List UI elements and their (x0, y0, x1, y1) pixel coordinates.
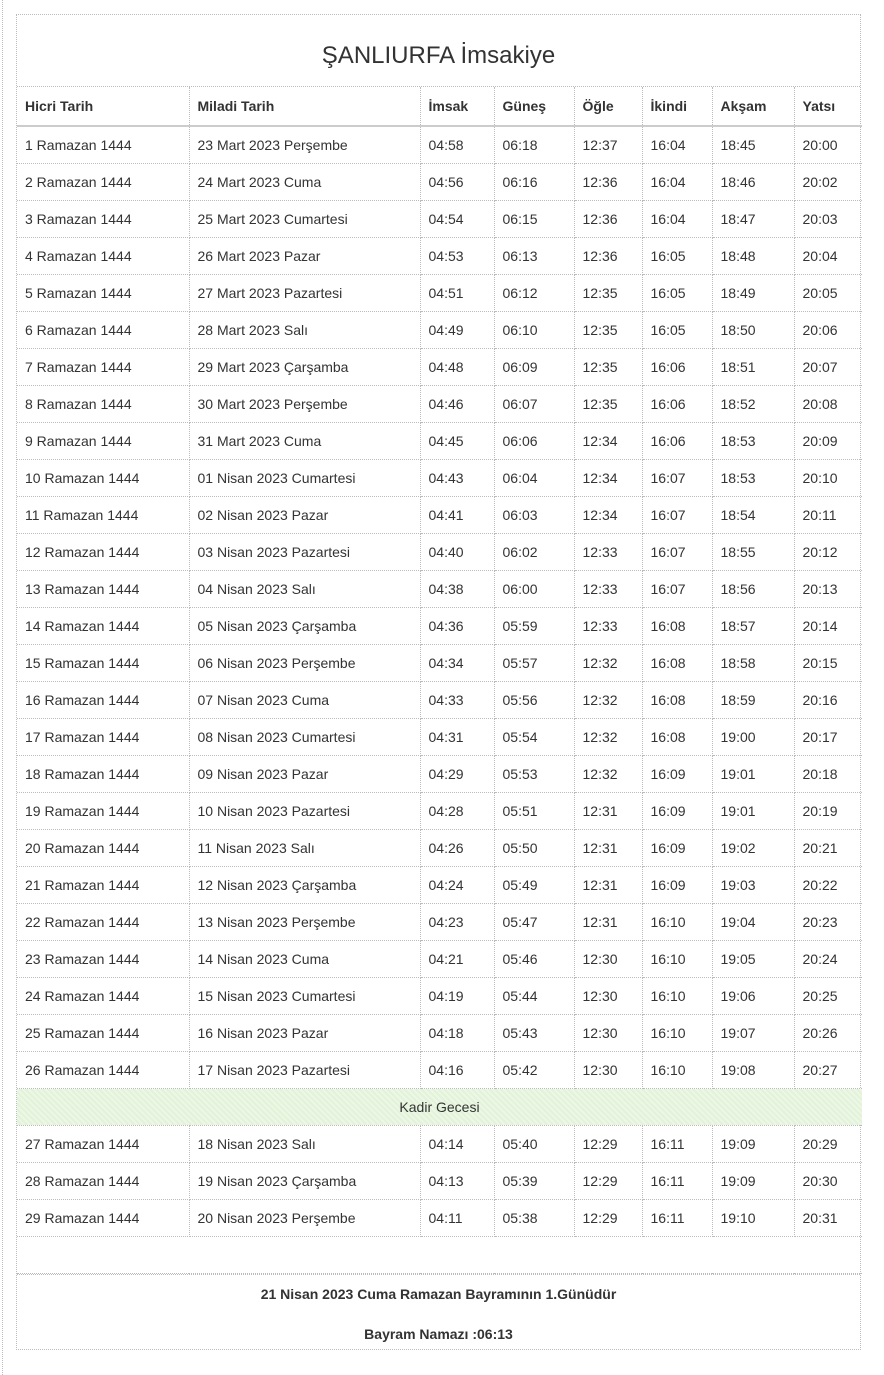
cell-ogle: 12:34 (574, 496, 642, 533)
cell-gunes: 06:13 (494, 237, 574, 274)
table-row (17, 163, 862, 200)
cell-hicri-tarih: 16 Ramazan 1444 (17, 681, 189, 718)
cell-imsak: 04:34 (420, 644, 494, 681)
column-header-ikindi: İkindi (642, 87, 712, 126)
cell-hicri-tarih: 11 Ramazan 1444 (17, 496, 189, 533)
cell-miladi-tarih: 20 Nisan 2023 Perşembe (189, 1199, 420, 1236)
cell-gunes: 05:57 (494, 644, 574, 681)
cell-ikindi: 16:11 (642, 1199, 712, 1236)
cell-imsak: 04:38 (420, 570, 494, 607)
cell-yatsi: 20:15 (794, 644, 862, 681)
cell-yatsi: 20:11 (794, 496, 862, 533)
table-row (17, 1199, 862, 1236)
table-body (17, 126, 862, 1236)
cell-imsak: 04:31 (420, 718, 494, 755)
cell-aksam: 18:45 (712, 126, 794, 163)
cell-imsak: 04:11 (420, 1199, 494, 1236)
table-row (17, 903, 862, 940)
cell-miladi-tarih: 08 Nisan 2023 Cumartesi (189, 718, 420, 755)
column-header-hicri-tarih: Hicri Tarih (17, 87, 189, 126)
cell-ogle: 12:30 (574, 1014, 642, 1051)
cell-aksam: 19:01 (712, 755, 794, 792)
cell-yatsi: 20:23 (794, 903, 862, 940)
table-row (17, 718, 862, 755)
cell-hicri-tarih: 4 Ramazan 1444 (17, 237, 189, 274)
cell-yatsi: 20:29 (794, 1125, 862, 1162)
cell-hicri-tarih: 19 Ramazan 1444 (17, 792, 189, 829)
table-row (17, 1162, 862, 1199)
cell-aksam: 19:08 (712, 1051, 794, 1088)
page-title: ŞANLIURFA İmsakiye (17, 15, 860, 87)
cell-imsak: 04:21 (420, 940, 494, 977)
cell-ikindi: 16:10 (642, 940, 712, 977)
cell-aksam: 19:07 (712, 1014, 794, 1051)
cell-aksam: 19:02 (712, 829, 794, 866)
cell-gunes: 05:49 (494, 866, 574, 903)
imsakiye-table (17, 87, 862, 1274)
cell-gunes: 06:07 (494, 385, 574, 422)
cell-yatsi: 20:06 (794, 311, 862, 348)
column-header-miladi-tarih: Miladi Tarih (189, 87, 420, 126)
cell-hicri-tarih: 18 Ramazan 1444 (17, 755, 189, 792)
cell-ogle: 12:30 (574, 1051, 642, 1088)
cell-miladi-tarih: 04 Nisan 2023 Salı (189, 570, 420, 607)
cell-ikindi: 16:07 (642, 533, 712, 570)
cell-aksam: 18:46 (712, 163, 794, 200)
cell-miladi-tarih: 11 Nisan 2023 Salı (189, 829, 420, 866)
cell-ogle: 12:33 (574, 607, 642, 644)
cell-gunes: 06:16 (494, 163, 574, 200)
cell-miladi-tarih: 28 Mart 2023 Salı (189, 311, 420, 348)
table-row (17, 422, 862, 459)
cell-imsak: 04:26 (420, 829, 494, 866)
cell-yatsi: 20:09 (794, 422, 862, 459)
bayram-info (17, 1274, 860, 1343)
bayram-date-text: 21 Nisan 2023 Cuma Ramazan Bayramının 1.Günüdür (260, 1285, 617, 1302)
cell-aksam: 19:01 (712, 792, 794, 829)
cell-gunes: 06:15 (494, 200, 574, 237)
cell-aksam: 19:10 (712, 1199, 794, 1236)
bayram-prayer-time-text: Bayram Namazı :06:13 (364, 1325, 513, 1342)
cell-gunes: 05:43 (494, 1014, 574, 1051)
table-row (17, 274, 862, 311)
cell-yatsi: 20:25 (794, 977, 862, 1014)
cell-ogle: 12:32 (574, 644, 642, 681)
cell-ikindi: 16:09 (642, 755, 712, 792)
cell-yatsi: 20:14 (794, 607, 862, 644)
cell-ogle: 12:36 (574, 237, 642, 274)
cell-ikindi: 16:11 (642, 1125, 712, 1162)
cell-gunes: 05:59 (494, 607, 574, 644)
cell-hicri-tarih: 2 Ramazan 1444 (17, 163, 189, 200)
cell-ikindi: 16:06 (642, 422, 712, 459)
cell-aksam: 19:06 (712, 977, 794, 1014)
imsakiye-panel (16, 14, 861, 1350)
cell-ogle: 12:33 (574, 533, 642, 570)
cell-yatsi: 20:18 (794, 755, 862, 792)
cell-imsak: 04:16 (420, 1051, 494, 1088)
cell-miladi-tarih: 01 Nisan 2023 Cumartesi (189, 459, 420, 496)
cell-yatsi: 20:27 (794, 1051, 862, 1088)
cell-imsak: 04:23 (420, 903, 494, 940)
cell-gunes: 06:10 (494, 311, 574, 348)
special-day-row (17, 1088, 862, 1125)
column-header-gunes: Güneş (494, 87, 574, 126)
cell-ogle: 12:36 (574, 200, 642, 237)
cell-miladi-tarih: 05 Nisan 2023 Çarşamba (189, 607, 420, 644)
table-row (17, 829, 862, 866)
cell-ikindi: 16:08 (642, 644, 712, 681)
cell-hicri-tarih: 27 Ramazan 1444 (17, 1125, 189, 1162)
table-row (17, 866, 862, 903)
cell-hicri-tarih: 15 Ramazan 1444 (17, 644, 189, 681)
cell-ikindi: 16:10 (642, 1014, 712, 1051)
cell-gunes: 05:39 (494, 1162, 574, 1199)
cell-yatsi: 20:17 (794, 718, 862, 755)
cell-hicri-tarih: 3 Ramazan 1444 (17, 200, 189, 237)
cell-miladi-tarih: 13 Nisan 2023 Perşembe (189, 903, 420, 940)
table-row (17, 977, 862, 1014)
cell-gunes: 06:12 (494, 274, 574, 311)
cell-ikindi: 16:04 (642, 163, 712, 200)
cell-miladi-tarih: 27 Mart 2023 Pazartesi (189, 274, 420, 311)
cell-hicri-tarih: 13 Ramazan 1444 (17, 570, 189, 607)
cell-hicri-tarih: 25 Ramazan 1444 (17, 1014, 189, 1051)
cell-imsak: 04:48 (420, 348, 494, 385)
table-header-row (17, 87, 862, 126)
cell-gunes: 05:38 (494, 1199, 574, 1236)
cell-hicri-tarih: 24 Ramazan 1444 (17, 977, 189, 1014)
cell-ikindi: 16:07 (642, 570, 712, 607)
table-row (17, 237, 862, 274)
cell-ikindi: 16:08 (642, 681, 712, 718)
cell-ogle: 12:30 (574, 977, 642, 1014)
cell-aksam: 19:04 (712, 903, 794, 940)
cell-yatsi: 20:08 (794, 385, 862, 422)
cell-gunes: 05:51 (494, 792, 574, 829)
table-row (17, 200, 862, 237)
cell-yatsi: 20:07 (794, 348, 862, 385)
cell-aksam: 18:51 (712, 348, 794, 385)
cell-imsak: 04:19 (420, 977, 494, 1014)
cell-aksam: 19:03 (712, 866, 794, 903)
cell-ogle: 12:29 (574, 1162, 642, 1199)
cell-ogle: 12:35 (574, 385, 642, 422)
cell-yatsi: 20:16 (794, 681, 862, 718)
table-row (17, 459, 862, 496)
cell-imsak: 04:24 (420, 866, 494, 903)
cell-miladi-tarih: 25 Mart 2023 Cumartesi (189, 200, 420, 237)
cell-miladi-tarih: 26 Mart 2023 Pazar (189, 237, 420, 274)
table-row (17, 755, 862, 792)
cell-ogle: 12:33 (574, 570, 642, 607)
empty-row (17, 1236, 862, 1273)
cell-imsak: 04:58 (420, 126, 494, 163)
cell-yatsi: 20:19 (794, 792, 862, 829)
cell-gunes: 06:09 (494, 348, 574, 385)
cell-miladi-tarih: 19 Nisan 2023 Çarşamba (189, 1162, 420, 1199)
cell-miladi-tarih: 14 Nisan 2023 Cuma (189, 940, 420, 977)
cell-imsak: 04:29 (420, 755, 494, 792)
cell-yatsi: 20:22 (794, 866, 862, 903)
cell-ikindi: 16:04 (642, 126, 712, 163)
cell-hicri-tarih: 1 Ramazan 1444 (17, 126, 189, 163)
table-row (17, 570, 862, 607)
table-row (17, 1014, 862, 1051)
cell-gunes: 06:02 (494, 533, 574, 570)
cell-ogle: 12:31 (574, 829, 642, 866)
cell-miladi-tarih: 02 Nisan 2023 Pazar (189, 496, 420, 533)
cell-ogle: 12:35 (574, 274, 642, 311)
cell-aksam: 19:09 (712, 1125, 794, 1162)
cell-miladi-tarih: 31 Mart 2023 Cuma (189, 422, 420, 459)
cell-miladi-tarih: 30 Mart 2023 Perşembe (189, 385, 420, 422)
cell-gunes: 06:06 (494, 422, 574, 459)
cell-imsak: 04:54 (420, 200, 494, 237)
cell-ikindi: 16:06 (642, 348, 712, 385)
cell-hicri-tarih: 9 Ramazan 1444 (17, 422, 189, 459)
cell-yatsi: 20:30 (794, 1162, 862, 1199)
cell-ogle: 12:35 (574, 311, 642, 348)
cell-ikindi: 16:08 (642, 607, 712, 644)
cell-gunes: 06:03 (494, 496, 574, 533)
cell-imsak: 04:18 (420, 1014, 494, 1051)
column-header-ogle: Öğle (574, 87, 642, 126)
cell-aksam: 18:49 (712, 274, 794, 311)
cell-aksam: 19:05 (712, 940, 794, 977)
cell-ogle: 12:31 (574, 866, 642, 903)
cell-aksam: 18:50 (712, 311, 794, 348)
cell-miladi-tarih: 06 Nisan 2023 Perşembe (189, 644, 420, 681)
cell-miladi-tarih: 09 Nisan 2023 Pazar (189, 755, 420, 792)
cell-aksam: 19:09 (712, 1162, 794, 1199)
cell-yatsi: 20:13 (794, 570, 862, 607)
cell-aksam: 18:59 (712, 681, 794, 718)
table-row (17, 940, 862, 977)
cell-ikindi: 16:10 (642, 903, 712, 940)
cell-ogle: 12:31 (574, 792, 642, 829)
table-row (17, 311, 862, 348)
column-header-yatsi: Yatsı (794, 87, 862, 126)
cell-imsak: 04:56 (420, 163, 494, 200)
special-day-label: Kadir Gecesi (17, 1088, 862, 1125)
cell-ikindi: 16:11 (642, 1162, 712, 1199)
cell-ogle: 12:32 (574, 718, 642, 755)
cell-aksam: 18:54 (712, 496, 794, 533)
cell-ikindi: 16:05 (642, 311, 712, 348)
cell-imsak: 04:40 (420, 533, 494, 570)
cell-hicri-tarih: 10 Ramazan 1444 (17, 459, 189, 496)
cell-imsak: 04:28 (420, 792, 494, 829)
cell-miladi-tarih: 03 Nisan 2023 Pazartesi (189, 533, 420, 570)
cell-miladi-tarih: 07 Nisan 2023 Cuma (189, 681, 420, 718)
cell-hicri-tarih: 29 Ramazan 1444 (17, 1199, 189, 1236)
cell-miladi-tarih: 10 Nisan 2023 Pazartesi (189, 792, 420, 829)
cell-ikindi: 16:07 (642, 459, 712, 496)
cell-imsak: 04:49 (420, 311, 494, 348)
column-header-aksam: Akşam (712, 87, 794, 126)
cell-ikindi: 16:05 (642, 237, 712, 274)
cell-miladi-tarih: 17 Nisan 2023 Pazartesi (189, 1051, 420, 1088)
cell-hicri-tarih: 14 Ramazan 1444 (17, 607, 189, 644)
cell-imsak: 04:41 (420, 496, 494, 533)
cell-ogle: 12:29 (574, 1125, 642, 1162)
cell-ogle: 12:37 (574, 126, 642, 163)
cell-ogle: 12:30 (574, 940, 642, 977)
cell-yatsi: 20:02 (794, 163, 862, 200)
cell-ogle: 12:34 (574, 459, 642, 496)
cell-yatsi: 20:03 (794, 200, 862, 237)
cell-ogle: 12:29 (574, 1199, 642, 1236)
cell-gunes: 05:56 (494, 681, 574, 718)
cell-imsak: 04:51 (420, 274, 494, 311)
table-row (17, 533, 862, 570)
cell-gunes: 05:50 (494, 829, 574, 866)
cell-gunes: 05:44 (494, 977, 574, 1014)
column-header-imsak: İmsak (420, 87, 494, 126)
cell-gunes: 05:42 (494, 1051, 574, 1088)
cell-ikindi: 16:04 (642, 200, 712, 237)
cell-imsak: 04:53 (420, 237, 494, 274)
cell-aksam: 18:47 (712, 200, 794, 237)
cell-aksam: 18:55 (712, 533, 794, 570)
cell-yatsi: 20:21 (794, 829, 862, 866)
cell-gunes: 05:54 (494, 718, 574, 755)
cell-miladi-tarih: 12 Nisan 2023 Çarşamba (189, 866, 420, 903)
cell-aksam: 18:57 (712, 607, 794, 644)
cell-hicri-tarih: 6 Ramazan 1444 (17, 311, 189, 348)
cell-imsak: 04:43 (420, 459, 494, 496)
cell-gunes: 06:18 (494, 126, 574, 163)
table-row (17, 607, 862, 644)
cell-hicri-tarih: 17 Ramazan 1444 (17, 718, 189, 755)
cell-ogle: 12:34 (574, 422, 642, 459)
cell-imsak: 04:13 (420, 1162, 494, 1199)
cell-miladi-tarih: 18 Nisan 2023 Salı (189, 1125, 420, 1162)
table-row (17, 681, 862, 718)
cell-ikindi: 16:07 (642, 496, 712, 533)
cell-yatsi: 20:04 (794, 237, 862, 274)
cell-imsak: 04:14 (420, 1125, 494, 1162)
cell-gunes: 06:04 (494, 459, 574, 496)
cell-imsak: 04:33 (420, 681, 494, 718)
cell-imsak: 04:36 (420, 607, 494, 644)
cell-yatsi: 20:10 (794, 459, 862, 496)
cell-ikindi: 16:10 (642, 1051, 712, 1088)
cell-hicri-tarih: 23 Ramazan 1444 (17, 940, 189, 977)
table-row (17, 792, 862, 829)
cell-ogle: 12:32 (574, 755, 642, 792)
cell-yatsi: 20:00 (794, 126, 862, 163)
cell-ikindi: 16:08 (642, 718, 712, 755)
cell-hicri-tarih: 12 Ramazan 1444 (17, 533, 189, 570)
cell-hicri-tarih: 8 Ramazan 1444 (17, 385, 189, 422)
cell-miladi-tarih: 16 Nisan 2023 Pazar (189, 1014, 420, 1051)
table-row (17, 348, 862, 385)
cell-ogle: 12:32 (574, 681, 642, 718)
cell-gunes: 05:53 (494, 755, 574, 792)
page-left-border (2, 0, 3, 1375)
cell-ikindi: 16:06 (642, 385, 712, 422)
cell-yatsi: 20:24 (794, 940, 862, 977)
cell-miladi-tarih: 29 Mart 2023 Çarşamba (189, 348, 420, 385)
cell-ikindi: 16:09 (642, 866, 712, 903)
cell-gunes: 06:00 (494, 570, 574, 607)
cell-aksam: 18:52 (712, 385, 794, 422)
cell-yatsi: 20:31 (794, 1199, 862, 1236)
empty-cell (17, 1236, 862, 1273)
cell-ikindi: 16:10 (642, 977, 712, 1014)
cell-ikindi: 16:09 (642, 829, 712, 866)
table-row (17, 1125, 862, 1162)
table-row (17, 385, 862, 422)
cell-imsak: 04:46 (420, 385, 494, 422)
cell-miladi-tarih: 23 Mart 2023 Perşembe (189, 126, 420, 163)
cell-ogle: 12:35 (574, 348, 642, 385)
table-row (17, 644, 862, 681)
table-row (17, 496, 862, 533)
cell-aksam: 19:00 (712, 718, 794, 755)
cell-yatsi: 20:12 (794, 533, 862, 570)
cell-gunes: 05:46 (494, 940, 574, 977)
cell-hicri-tarih: 20 Ramazan 1444 (17, 829, 189, 866)
cell-imsak: 04:45 (420, 422, 494, 459)
cell-aksam: 18:48 (712, 237, 794, 274)
cell-hicri-tarih: 7 Ramazan 1444 (17, 348, 189, 385)
cell-aksam: 18:53 (712, 459, 794, 496)
cell-hicri-tarih: 22 Ramazan 1444 (17, 903, 189, 940)
cell-ikindi: 16:05 (642, 274, 712, 311)
cell-ogle: 12:36 (574, 163, 642, 200)
cell-ikindi: 16:09 (642, 792, 712, 829)
cell-miladi-tarih: 15 Nisan 2023 Cumartesi (189, 977, 420, 1014)
cell-aksam: 18:58 (712, 644, 794, 681)
cell-aksam: 18:56 (712, 570, 794, 607)
cell-yatsi: 20:05 (794, 274, 862, 311)
cell-hicri-tarih: 26 Ramazan 1444 (17, 1051, 189, 1088)
cell-miladi-tarih: 24 Mart 2023 Cuma (189, 163, 420, 200)
cell-hicri-tarih: 21 Ramazan 1444 (17, 866, 189, 903)
cell-gunes: 05:40 (494, 1125, 574, 1162)
cell-hicri-tarih: 28 Ramazan 1444 (17, 1162, 189, 1199)
table-row (17, 1051, 862, 1088)
table-row (17, 126, 862, 163)
cell-hicri-tarih: 5 Ramazan 1444 (17, 274, 189, 311)
cell-ogle: 12:31 (574, 903, 642, 940)
cell-aksam: 18:53 (712, 422, 794, 459)
cell-gunes: 05:47 (494, 903, 574, 940)
cell-yatsi: 20:26 (794, 1014, 862, 1051)
